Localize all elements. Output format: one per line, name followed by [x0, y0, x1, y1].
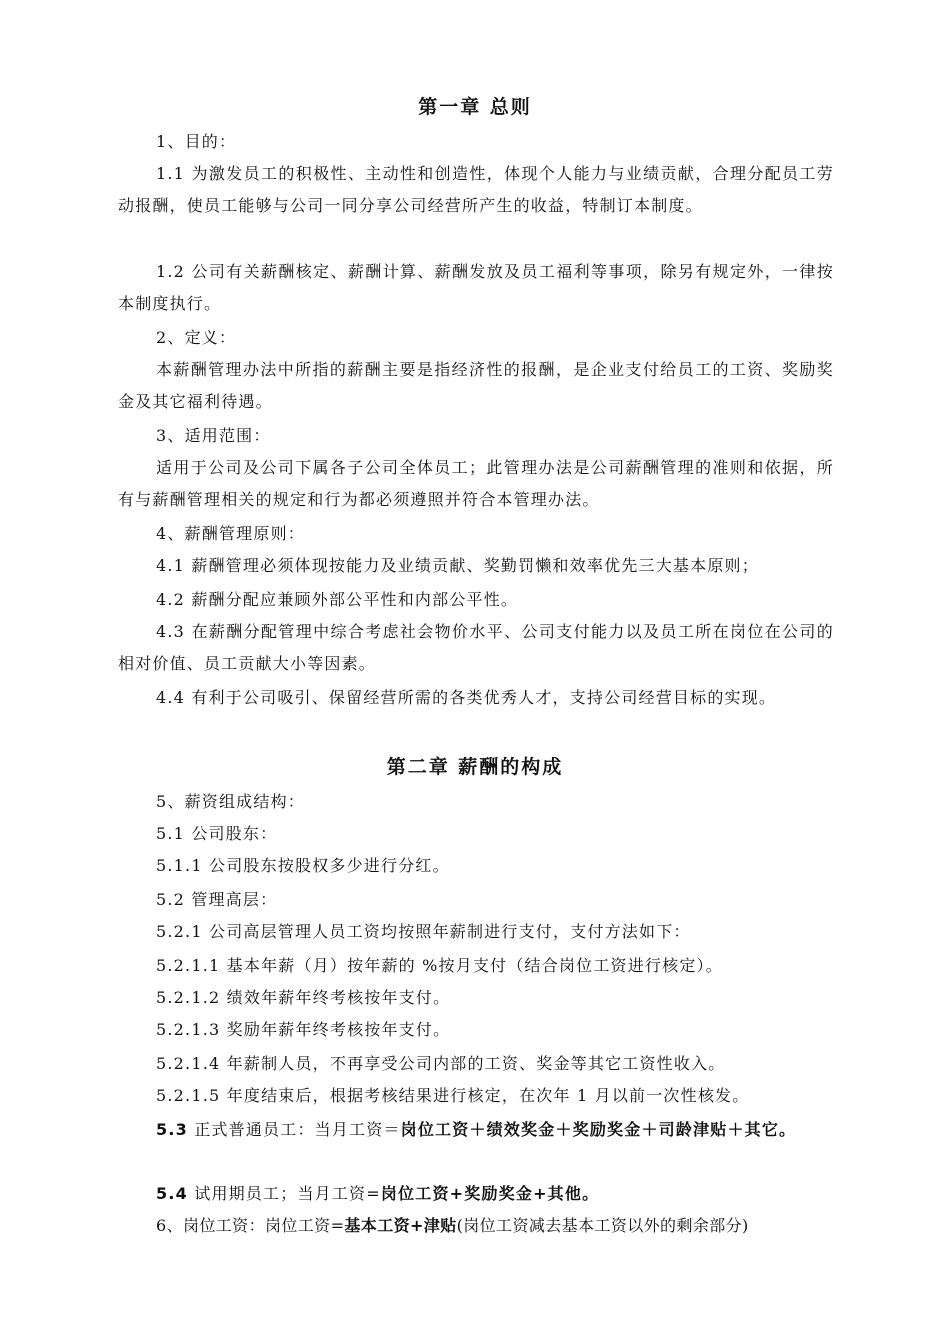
section5-2-1-1: 5.2.1.1 基本年薪（月）按年薪的 %按月支付（结合岗位工资进行核定）。: [156, 956, 723, 975]
section1-1: 1.1 为激发员工的积极性、主动性和创造性，体现个人能力与业绩贡献，合理分配员工劳 动报酬，使员工能够与公司一同分享公司经营所产生的收益，特制订本制度。: [118, 164, 834, 215]
section5-2-1-5: 5.2.1.5 年度结束后，根据考核结果进行核定，在次年 1 月以前一次性核发。: [156, 1086, 750, 1105]
section4-2: 4.2 薪酬分配应兼顾外部公平性和内部公平性。: [156, 590, 519, 609]
section4-4: 4.4 有利于公司吸引、保留经营所需的各类优秀人才，支持公司经营目标的实现。: [156, 688, 777, 707]
section5-2-1-4: 5.2.1.4 年薪制人员，不再享受公司内部的工资、奖金等其它工资性收入。: [156, 1054, 726, 1073]
section4-1: 4.1 薪酬管理必须体现按能力及业绩贡献、奖勤罚懒和效率优先三大基本原则；: [156, 556, 759, 575]
section5-4-label: 试用期员工；当月工资=: [187, 1184, 381, 1203]
section5-1: 5.1 公司股东：: [156, 824, 278, 843]
section6-formula: 基本工资+津贴: [344, 1216, 457, 1235]
section5-4: [118, 1178, 834, 1210]
section5-1-1: 5.1.1 公司股东按股权多少进行分红。: [156, 856, 450, 875]
chapter1-title: 第一章 总则: [418, 96, 532, 118]
section6-label: 6、岗位工资：岗位工资=: [156, 1216, 345, 1235]
section6-note: (岗位工资减去基本工资以外的剩余部分): [456, 1216, 749, 1235]
section4-3: 4.3 在薪酬分配管理中综合考虑社会物价水平、公司支付能力以及员工所在岗位在公司的相对价值、员工贡献大小等因素。: [118, 622, 834, 673]
section5-title: 5、薪资组成结构：: [156, 792, 305, 811]
section5-2-1-2: 5.2.1.2 绩效年薪年终考核按年支付。: [156, 988, 451, 1007]
section5-4-number: 5.4: [156, 1184, 188, 1203]
section5-3-number: 5.3: [156, 1120, 188, 1139]
section2-title: 2、定义：: [156, 328, 237, 347]
section5-4-formula: 岗位工资+奖励奖金+其他。: [380, 1184, 600, 1203]
section2-text: 本薪酬管理办法中所指的薪酬主要是指经济性的报酬，是企业支付给员工的工资、奖励奖金及其它福利待遇。: [118, 360, 834, 411]
section1-2: 1.2 公司有关薪酬核定、薪酬计算、薪酬发放及员工福利等事项，除另有规定外，一律按本制度执行。: [118, 262, 834, 313]
section5-2-1: 5.2.1 公司高层管理人员工资均按照年薪制进行支付，支付方法如下：: [156, 922, 691, 941]
section1-title: 1、目的：: [156, 132, 237, 151]
section5-3-label: 正式普通员工：当月工资＝: [187, 1120, 401, 1139]
section5-2-1-3: 5.2.1.3 奖励年薪年终考核按年支付。: [156, 1020, 451, 1039]
section5-3-formula: 岗位工资＋绩效奖金＋奖励奖金＋司龄津贴＋其它。: [400, 1120, 797, 1139]
section3-title: 3、适用范围：: [156, 426, 271, 445]
section5-2: 5.2 管理高层：: [156, 890, 278, 909]
section6: [118, 1210, 834, 1242]
chapter2-title: 第二章 薪酬的构成: [386, 756, 564, 778]
section4-title: 4、薪酬管理原则：: [156, 524, 305, 543]
section5-3: [118, 1114, 834, 1146]
section3-text: 适用于公司及公司下属各子公司全体员工；此管理办法是公司薪酬管理的准则和依据，所有与薪酬管理相关的规定和行为都必须遵照并符合本管理办法。: [118, 458, 834, 509]
